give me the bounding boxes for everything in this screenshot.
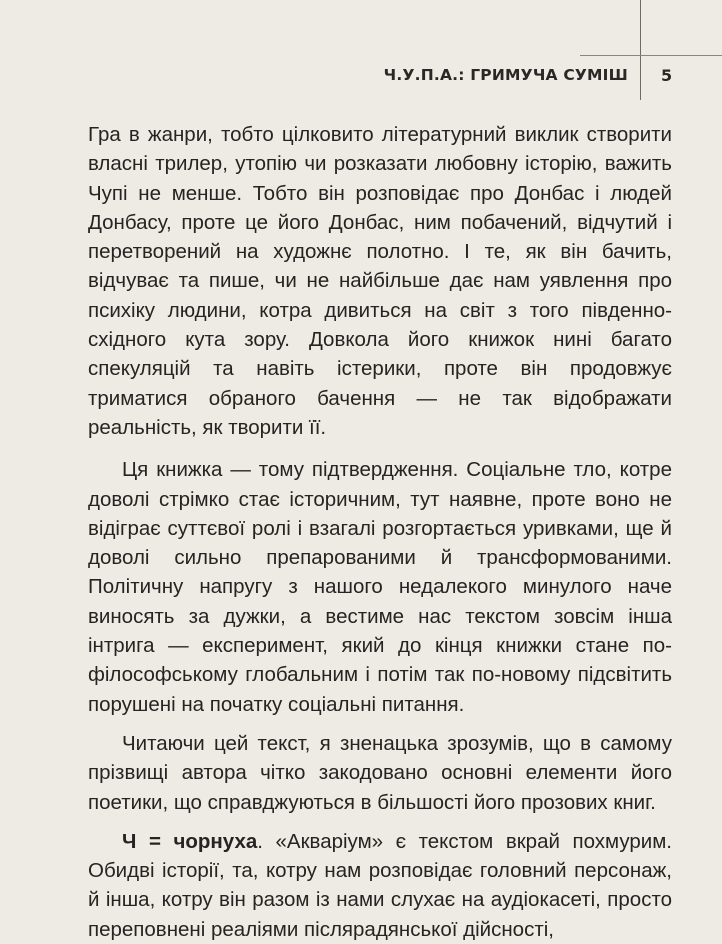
- paragraph-2: Ця книжка — тому підтвердження. Соціальне тло, котре доволі стрімко стає історичним, тут наявне, проте воно не відіграє суттєвої ролі і взагалі розгортається уривками, ще й доволі сильно препарованими й трансформованими. Політичну напругу з нашого недалекого минулого наче виносять за дужки, а вестиме нас текстом зовсім інша інтрига — експеримент, який до кінця книжки стане по-філософському глобальним і потім так по-новому підсвітить порушені на початку соціальні питання.: [88, 458, 672, 716]
- page-number: 5: [661, 66, 673, 85]
- running-title: Ч.У.П.А.: ГРИМУЧА СУМІШ: [383, 66, 628, 84]
- paragraph-1: Гра в жанри, тобто цілковито літературний виклик створити власні трилер, утопію чи розказати любовну історію, важить Чупі не менше. Тобто він розповідає про Донбас і людей Донбасу, проте це його Донбас, ним побачений, відчутий і перетворений на художнє полотно. І те, як він бачить, відчуває та пише, чи не найбільше дає нам уявлення про психіку людини, котра дивиться на світ з того південно-східного кута зору. Довкола його книжок нині багато спекуляцій та навіть істерики, проте він продовжує триматися обраного бачення — не так відображати реальність, як творити її.: [88, 123, 672, 439]
- crop-mark-vertical: [640, 0, 641, 100]
- paragraph-4: [88, 827, 672, 944]
- paragraph-4-text: . «Акваріум» є текстом вкрай похмурим. Обидві історії, та, котру нам розповідає головний персонаж, й інша, котру він разом із нами слухає на аудіокасеті, просто переповнені реаліями післярадянської дійсності,: [88, 829, 672, 941]
- paragraph-3: Читаючи цей текст, я зненацька зрозумів, що в самому прізвищі автора чітко закодовано основні елементи його поетики, що справджуються в більшості його прозових книг.: [88, 731, 672, 814]
- body-text: [88, 120, 672, 944]
- lead-term: Ч = чорнуха: [122, 829, 258, 853]
- crop-mark-horizontal: [580, 55, 722, 56]
